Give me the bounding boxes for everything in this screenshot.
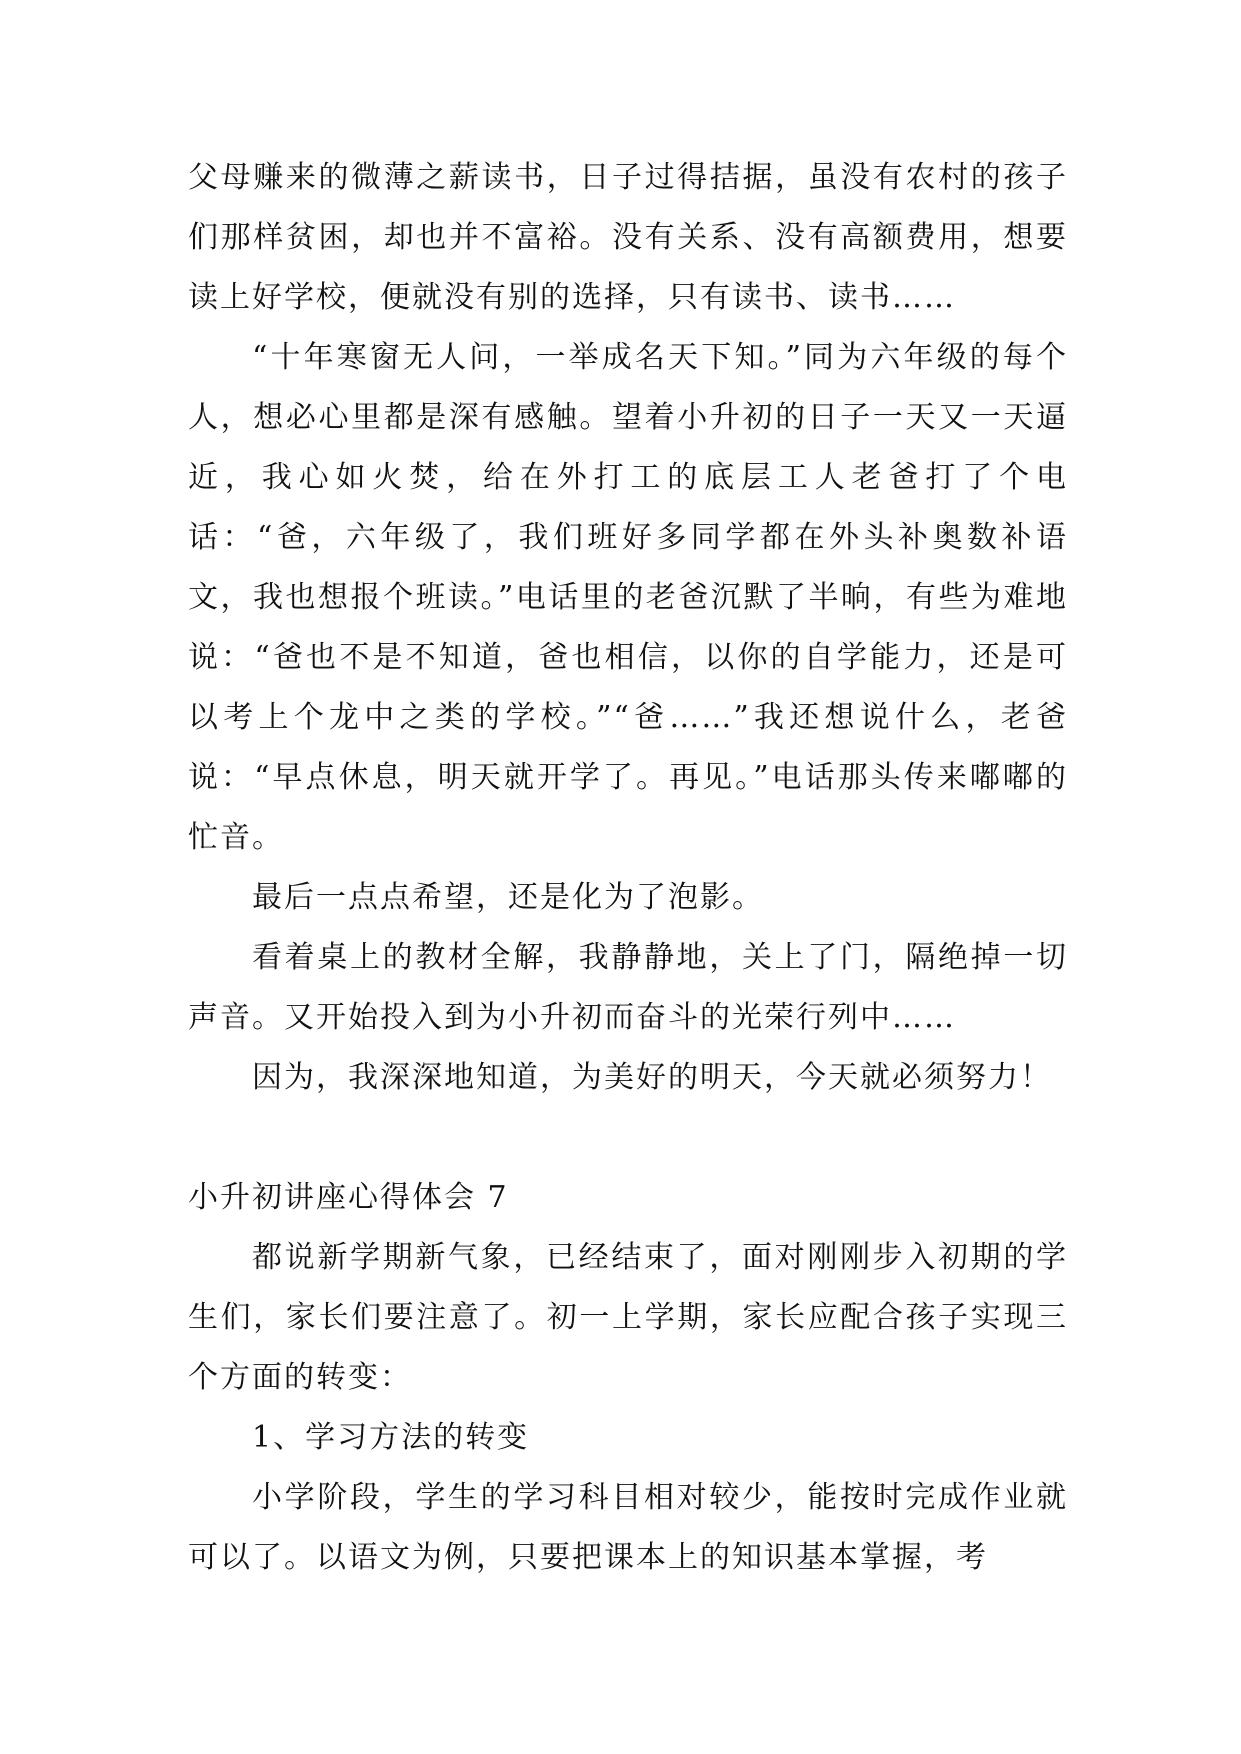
paragraph: 1、学习方法的转变 — [252, 1420, 530, 1455]
paragraph: 父母赚来的微薄之薪读书，日子过得拮据，虽没有农村的孩子们那样贫困，却也并不富裕。没有关系、没有高额费用，想要读上好学校，便就没有别的选择，只有读书、读书…… — [188, 160, 1068, 315]
paragraph: 都说新学期新气象，已经结束了，面对刚刚步入初期的学生们，家长们要注意了。初一上学期，家长应配合孩子实现三个方面的转变： — [188, 1240, 1068, 1395]
section-title: 小升初讲座心得体会 7 — [188, 1180, 509, 1215]
document-body — [188, 148, 1068, 1588]
paragraph: 因为，我深深地知道，为美好的明天，今天就必须努力！ — [252, 1060, 1052, 1095]
paragraph: “十年寒窗无人问，一举成名天下知。”同为六年级的每个人，想必心里都是深有感触。望着小升初的日子一天又一天逼近，我心如火焚，给在外打工的底层工人老爸打了个电话：“爸，六年级了，我们班好多同学都在外头补奥数补语文，我也想报个班读。”电话里的老爸沉默了半晌，有些为难地说：“爸也不是不知道，爸也相信，以你的自学能力，还是可以考上个龙中之类的学校。”“爸……”我还想说什么，老爸说：“早点休息，明天就开学了。再见。”电话那头传来嘟嘟的忙音。 — [188, 340, 1068, 855]
paragraph: 最后一点点希望，还是化为了泡影。 — [252, 880, 764, 915]
paragraph: 小学阶段，学生的学习科目相对较少，能按时完成作业就可以了。以语文为例，只要把课本上的知识基本掌握，考 — [188, 1480, 1068, 1575]
paragraph: 看着桌上的教材全解，我静静地，关上了门，隔绝掉一切声音。又开始投入到为小升初而奋斗的光荣行列中…… — [188, 940, 1068, 1035]
